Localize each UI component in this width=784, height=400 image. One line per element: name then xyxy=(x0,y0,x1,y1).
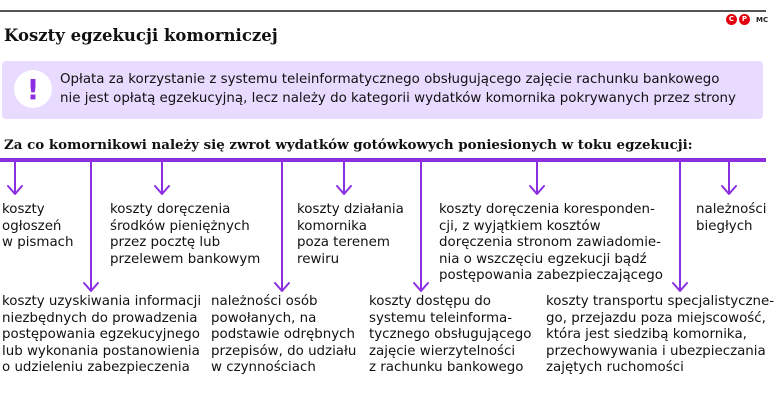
info-note-line: Opłata za korzystanie z systemu teleinformatycznego obsługującego zajęcie rachunku bankowego xyxy=(60,72,720,87)
expense-item-ads: koszty ogłoszeń w pismach xyxy=(2,202,74,250)
arrow-short xyxy=(337,160,351,194)
logo-badge-p: P xyxy=(739,14,750,25)
expense-item-experts: należności biegłych xyxy=(696,202,767,234)
expense-item-appointed-persons: należności osób powołanych, na podstawie odrębnych przepisów, do udziału w czynnościach xyxy=(211,294,357,375)
expense-item-correspondence: koszty doręczenia koresponden- cji, z wyjątkiem kosztów doręczenia stronom zawiadomie- nia o wszczęciu egzekucji bądź postępowania zabezpieczającego xyxy=(439,202,663,283)
exclamation-icon: ! xyxy=(14,70,52,108)
arrow-long xyxy=(84,160,98,291)
section-question: Za co komornikowi należy się zwrot wydatków gotówkowych poniesionych w toku egzekucji: xyxy=(4,137,693,153)
expense-item-outside-district: koszty działania komornika poza terenem rewiru xyxy=(297,202,404,267)
accent-bar xyxy=(0,158,766,162)
arrow-long xyxy=(414,160,428,291)
arrow-short xyxy=(8,160,22,194)
expense-item-transport: koszty transportu specjalistyczne- go, przejazdu poza miejscowość, która jest siedzibą komornika, przechowywania i ubezpieczania zajętych ruchomości xyxy=(546,294,775,375)
expense-item-money-delivery: koszty doręczenia środków pieniężnych przez pocztę lub przelewem bankowym xyxy=(110,202,261,267)
info-note-text xyxy=(60,70,750,108)
expense-item-information: koszty uzyskiwania informacji niezbędnych do prowadzenia postępowania egzekucyjnego lub wykonania postanowienia o udzieleniu zabezpieczenia xyxy=(2,294,202,375)
page-title: Koszty egzekucji komorniczej xyxy=(4,26,278,45)
logo-badge-c: C xyxy=(726,14,737,25)
info-note xyxy=(2,61,763,119)
publisher-logo xyxy=(726,14,768,25)
logo-suffix: MC xyxy=(756,15,769,24)
arrow-long xyxy=(673,160,687,291)
arrow-short xyxy=(722,160,736,194)
arrow-short xyxy=(530,160,544,194)
top-rule xyxy=(0,10,766,12)
arrow-short xyxy=(155,160,169,194)
arrow-long xyxy=(275,160,289,291)
info-note-line: nie jest opłatą egzekucyjną, lecz należy do kategorii wydatków komornika pokrywanych przez strony xyxy=(60,91,736,106)
expense-item-it-system: koszty dostępu do systemu teleinforma- tycznego obsługującego zajęcie wierzytelności z rachunku bankowego xyxy=(369,294,532,375)
